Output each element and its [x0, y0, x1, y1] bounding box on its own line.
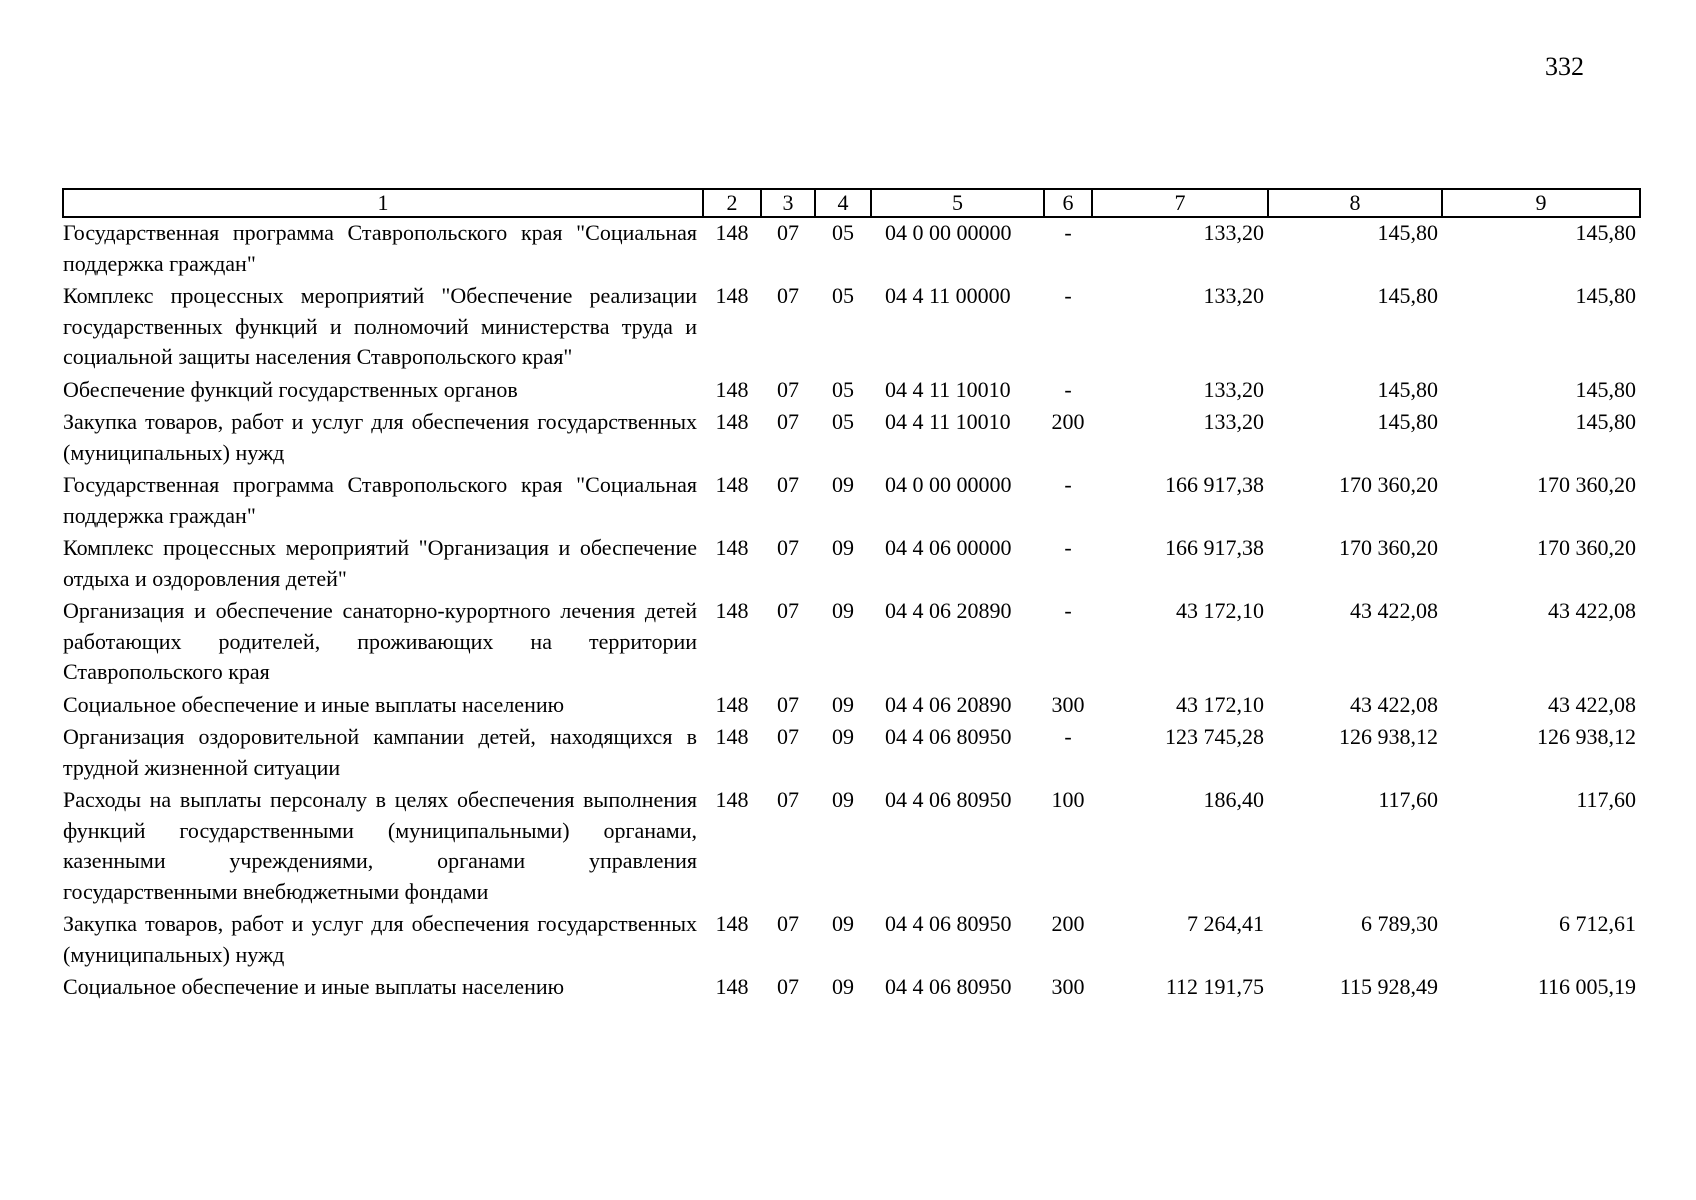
- target-article-code: 04 4 11 10010: [885, 409, 1011, 434]
- amount-year-3: 145,80: [1575, 376, 1636, 402]
- ministry-code: 148: [715, 724, 749, 749]
- amount-year-2: 170 360,20: [1339, 472, 1438, 497]
- section-code: 07: [777, 691, 799, 717]
- table-row: [63, 596, 1640, 690]
- amount-year-1: 186,40: [1203, 787, 1264, 812]
- table-row: [63, 407, 1640, 470]
- amount-year-3: 43 422,08: [1548, 691, 1636, 717]
- ministry-code: 148: [715, 409, 749, 434]
- table-row: [63, 722, 1640, 785]
- amount-year-3: 6 712,61: [1559, 911, 1636, 936]
- amount-year-3: 170 360,20: [1537, 535, 1636, 560]
- expense-type-code: -: [1064, 535, 1072, 560]
- header-cell: 6: [1044, 189, 1092, 217]
- target-article-code: 04 4 06 80950: [885, 911, 1012, 936]
- subsection-code: 05: [832, 283, 854, 308]
- amount-year-1: 133,20: [1203, 283, 1264, 308]
- table-row: [63, 281, 1640, 375]
- item-name: Закупка товаров, работ и услуг для обеспечения государственных (муниципальных) нужд: [63, 409, 697, 465]
- subsection-code: 09: [832, 787, 854, 812]
- subsection-code: 09: [832, 598, 854, 623]
- ministry-code: 148: [715, 220, 749, 245]
- amount-year-3: 117,60: [1576, 787, 1636, 812]
- header-row: [63, 189, 1640, 217]
- item-name: Обеспечение функций государственных органов: [63, 376, 518, 402]
- section-code: 07: [777, 974, 799, 999]
- expense-type-code: -: [1064, 376, 1072, 402]
- amount-year-1: 133,20: [1203, 409, 1264, 434]
- expense-type-code: -: [1064, 472, 1072, 497]
- expense-type-code: -: [1064, 598, 1072, 623]
- header-cell: 9: [1442, 189, 1640, 217]
- budget-table: [62, 188, 1641, 1005]
- item-name: Расходы на выплаты персоналу в целях обеспечения выполнения функций государственными (муниципальными) органами, казенными учреждениями, органами управления государственными внебюджетными фондами: [63, 787, 697, 904]
- amount-year-2: 145,80: [1377, 409, 1438, 434]
- amount-year-1: 133,20: [1203, 376, 1264, 402]
- subsection-code: 09: [832, 724, 854, 749]
- amount-year-2: 117,60: [1378, 787, 1438, 812]
- table-row: [63, 217, 1640, 281]
- ministry-code: 148: [715, 472, 749, 497]
- section-code: 07: [777, 911, 799, 936]
- amount-year-3: 170 360,20: [1537, 472, 1636, 497]
- amount-year-2: 43 422,08: [1350, 691, 1438, 717]
- amount-year-3: 43 422,08: [1548, 598, 1636, 623]
- table-row: [63, 470, 1640, 533]
- subsection-code: 05: [832, 376, 854, 402]
- ministry-code: 148: [715, 376, 749, 402]
- target-article-code: 04 4 06 80950: [885, 974, 1012, 999]
- amount-year-3: 145,80: [1575, 220, 1636, 245]
- expense-type-code: -: [1064, 724, 1072, 749]
- table-row: [63, 690, 1640, 723]
- header-cell: 3: [761, 189, 815, 217]
- amount-year-2: 43 422,08: [1350, 598, 1438, 623]
- expense-type-code: 200: [1051, 409, 1085, 434]
- expense-type-code: 100: [1051, 787, 1085, 812]
- amount-year-1: 43 172,10: [1176, 691, 1264, 717]
- table-row: [63, 785, 1640, 909]
- ministry-code: 148: [715, 691, 749, 717]
- section-code: 07: [777, 535, 799, 560]
- target-article-code: 04 0 00 00000: [885, 472, 1012, 497]
- subsection-code: 05: [832, 220, 854, 245]
- amount-year-1: 166 917,38: [1165, 472, 1264, 497]
- expense-type-code: 300: [1051, 974, 1085, 999]
- amount-year-1: 43 172,10: [1176, 598, 1264, 623]
- table-row: [63, 533, 1640, 596]
- section-code: 07: [777, 220, 799, 245]
- amount-year-2: 126 938,12: [1339, 724, 1438, 749]
- amount-year-1: 133,20: [1203, 220, 1264, 245]
- amount-year-1: 166 917,38: [1165, 535, 1264, 560]
- amount-year-3: 116 005,19: [1537, 974, 1636, 999]
- target-article-code: 04 4 06 80950: [885, 724, 1012, 749]
- amount-year-3: 145,80: [1575, 409, 1636, 434]
- header-cell: 8: [1268, 189, 1442, 217]
- ministry-code: 148: [715, 787, 749, 812]
- table-row: [63, 972, 1640, 1005]
- section-code: 07: [777, 472, 799, 497]
- section-code: 07: [777, 787, 799, 812]
- ministry-code: 148: [715, 283, 749, 308]
- item-name: Государственная программа Ставропольского края "Социальная поддержка граждан": [63, 220, 697, 276]
- item-name: Закупка товаров, работ и услуг для обеспечения государственных (муниципальных) нужд: [63, 911, 697, 967]
- page-number: 332: [1545, 52, 1584, 81]
- subsection-code: 09: [832, 691, 854, 717]
- target-article-code: 04 4 06 20890: [885, 691, 1012, 717]
- subsection-code: 09: [832, 472, 854, 497]
- table-body: [63, 217, 1640, 1005]
- table-row: [63, 375, 1640, 408]
- amount-year-2: 115 928,49: [1339, 974, 1438, 999]
- ministry-code: 148: [715, 535, 749, 560]
- item-name: Комплекс процессных мероприятий "Организация и обеспечение отдыха и оздоровления детей": [63, 535, 697, 591]
- table-row: [63, 909, 1640, 972]
- amount-year-2: 145,80: [1377, 283, 1438, 308]
- amount-year-1: 7 264,41: [1187, 911, 1264, 936]
- target-article-code: 04 0 00 00000: [885, 220, 1012, 245]
- amount-year-3: 145,80: [1575, 283, 1636, 308]
- target-article-code: 04 4 11 00000: [885, 283, 1011, 308]
- item-name: Социальное обеспечение и иные выплаты населению: [63, 974, 565, 999]
- section-code: 07: [777, 598, 799, 623]
- item-name: Социальное обеспечение и иные выплаты населению: [63, 691, 565, 717]
- item-name: Комплекс процессных мероприятий "Обеспечение реализации государственных функций и полномочий министерства труда и социальной защиты населения Ставропольского края": [63, 283, 697, 369]
- amount-year-1: 112 191,75: [1165, 974, 1264, 999]
- item-name: Организация оздоровительной кампании детей, находящихся в трудной жизненной ситуации: [63, 724, 697, 780]
- expense-type-code: -: [1064, 283, 1072, 308]
- subsection-code: 09: [832, 911, 854, 936]
- section-code: 07: [777, 724, 799, 749]
- subsection-code: 05: [832, 409, 854, 434]
- header-cell: 5: [871, 189, 1044, 217]
- ministry-code: 148: [715, 974, 749, 999]
- header-cell: 4: [815, 189, 871, 217]
- subsection-code: 09: [832, 974, 854, 999]
- amount-year-2: 145,80: [1377, 220, 1438, 245]
- ministry-code: 148: [715, 911, 749, 936]
- header-cell: 7: [1092, 189, 1268, 217]
- subsection-code: 09: [832, 535, 854, 560]
- section-code: 07: [777, 409, 799, 434]
- item-name: Организация и обеспечение санаторно-курортного лечения детей работающих родителей, проживающих на территории Ставропольского края: [63, 598, 697, 684]
- header-cell: 2: [703, 189, 761, 217]
- target-article-code: 04 4 06 20890: [885, 598, 1012, 623]
- item-name: Государственная программа Ставропольского края "Социальная поддержка граждан": [63, 472, 697, 528]
- expense-type-code: 300: [1051, 691, 1085, 717]
- amount-year-2: 145,80: [1377, 376, 1438, 402]
- amount-year-1: 123 745,28: [1165, 724, 1264, 749]
- ministry-code: 148: [715, 598, 749, 623]
- target-article-code: 04 4 11 10010: [885, 376, 1011, 402]
- amount-year-2: 170 360,20: [1339, 535, 1438, 560]
- header-cell: 1: [63, 189, 703, 217]
- section-code: 07: [777, 283, 799, 308]
- expense-type-code: -: [1064, 220, 1072, 245]
- section-code: 07: [777, 376, 799, 402]
- target-article-code: 04 4 06 80950: [885, 787, 1012, 812]
- amount-year-3: 126 938,12: [1537, 724, 1636, 749]
- expense-type-code: 200: [1051, 911, 1085, 936]
- target-article-code: 04 4 06 00000: [885, 535, 1012, 560]
- amount-year-2: 6 789,30: [1361, 911, 1438, 936]
